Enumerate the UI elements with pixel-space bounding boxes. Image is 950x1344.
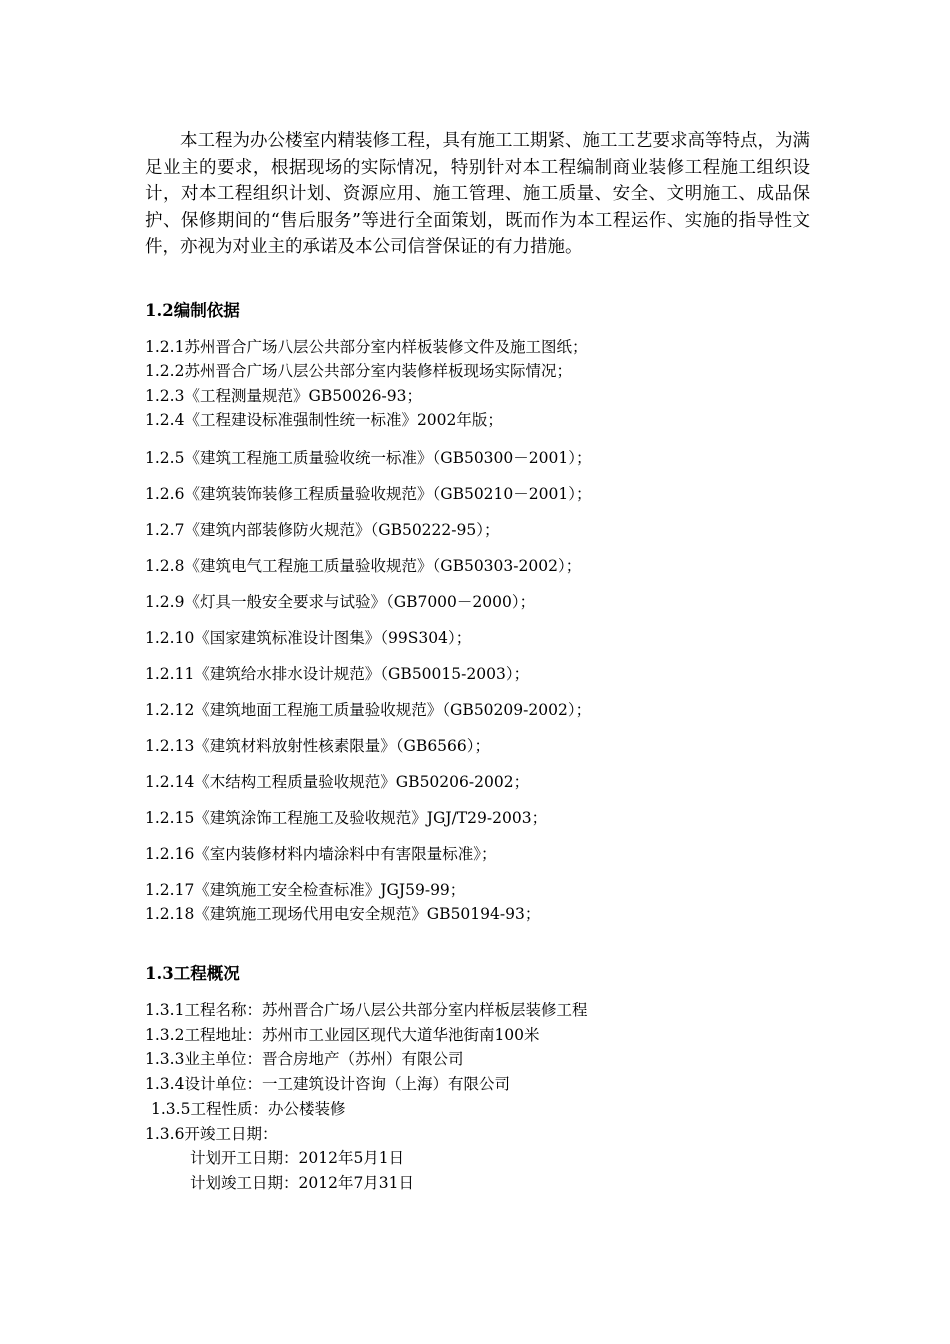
overview-item: 1.3.4设计单位：一工建筑设计咨询（上海）有限公司 xyxy=(145,1075,510,1093)
basis-item: 1.2.12《建筑地面工程施工质量验收规范》（GB50209-2002）； xyxy=(145,701,592,719)
basis-item: 1.2.13《建筑材料放射性核素限量》（GB6566）； xyxy=(145,737,491,755)
overview-item: 1.3.1工程名称：苏州晋合广场八层公共部分室内样板层装修工程 xyxy=(145,1001,588,1019)
basis-item: 1.2.15《建筑涂饰工程施工及验收规范》JGJ/T29-2003； xyxy=(145,809,548,827)
basis-item: 1.2.2苏州晋合广场八层公共部分室内装修样板现场实际情况； xyxy=(145,362,572,380)
planned-completion-date: 计划竣工日期：2012年7月31日 xyxy=(190,1174,415,1192)
basis-item: 1.2.4《工程建设标准强制性统一标准》2002年版； xyxy=(145,411,503,429)
basis-item: 1.2.5《建筑工程施工质量验收统一标准》（GB50300－2001）； xyxy=(145,449,592,467)
basis-item: 1.2.17《建筑施工安全检查标准》JGJ59-99； xyxy=(145,881,466,899)
basis-item: 1.2.3《工程测量规范》GB50026-93； xyxy=(145,387,422,405)
basis-item: 1.2.10《国家建筑标准设计图集》（99S304）； xyxy=(145,629,472,647)
basis-item: 1.2.8《建筑电气工程施工质量验收规范》（GB50303-2002）； xyxy=(145,557,582,575)
intro-paragraph: 本工程为办公楼室内精装修工程，具有施工工期紧、施工工艺要求高等特点，为满足业主的要求，根据现场的实际情况，特别针对本工程编制商业装修工程施工组织设计，对本工程组织计划、资源应用、施工管理、施工质量、安全、文明施工、成品保护、保修期间的“售后服务”等进行全面策划，既而作为本工程运作、实施的指导性文件，亦视为对业主的承诺及本公司信誉保证的有力措施。 xyxy=(145,131,810,258)
basis-item: 1.2.11《建筑给水排水设计规范》（GB50015-2003）； xyxy=(145,665,530,683)
overview-item: 1.3.6开竣工日期： xyxy=(145,1125,278,1143)
overview-item: 1.3.2工程地址：苏州市工业园区现代大道华池街南100米 xyxy=(145,1026,540,1044)
basis-item: 1.2.9《灯具一般安全要求与试验》（GB7000－2000）； xyxy=(145,593,536,611)
overview-item: 1.3.5工程性质：办公楼装修 xyxy=(151,1100,346,1118)
section-heading-1-2: 1.2编制依据 xyxy=(145,301,240,320)
overview-item: 1.3.3业主单位：晋合房地产（苏州）有限公司 xyxy=(145,1050,464,1068)
basis-item: 1.2.18《建筑施工现场代用电安全规范》GB50194-93； xyxy=(145,905,541,923)
basis-item: 1.2.7《建筑内部装修防火规范》（GB50222-95）； xyxy=(145,521,500,539)
basis-item: 1.2.16《室内装修材料内墙涂料中有害限量标准》； xyxy=(145,845,497,863)
section-heading-1-3: 1.3工程概况 xyxy=(145,964,240,983)
planned-start-date: 计划开工日期：2012年5月1日 xyxy=(190,1149,405,1167)
basis-item: 1.2.6《建筑装饰装修工程质量验收规范》（GB50210－2001）； xyxy=(145,485,592,503)
basis-item: 1.2.1苏州晋合广场八层公共部分室内样板装修文件及施工图纸； xyxy=(145,338,588,356)
basis-item: 1.2.14《木结构工程质量验收规范》GB50206-2002； xyxy=(145,773,530,791)
